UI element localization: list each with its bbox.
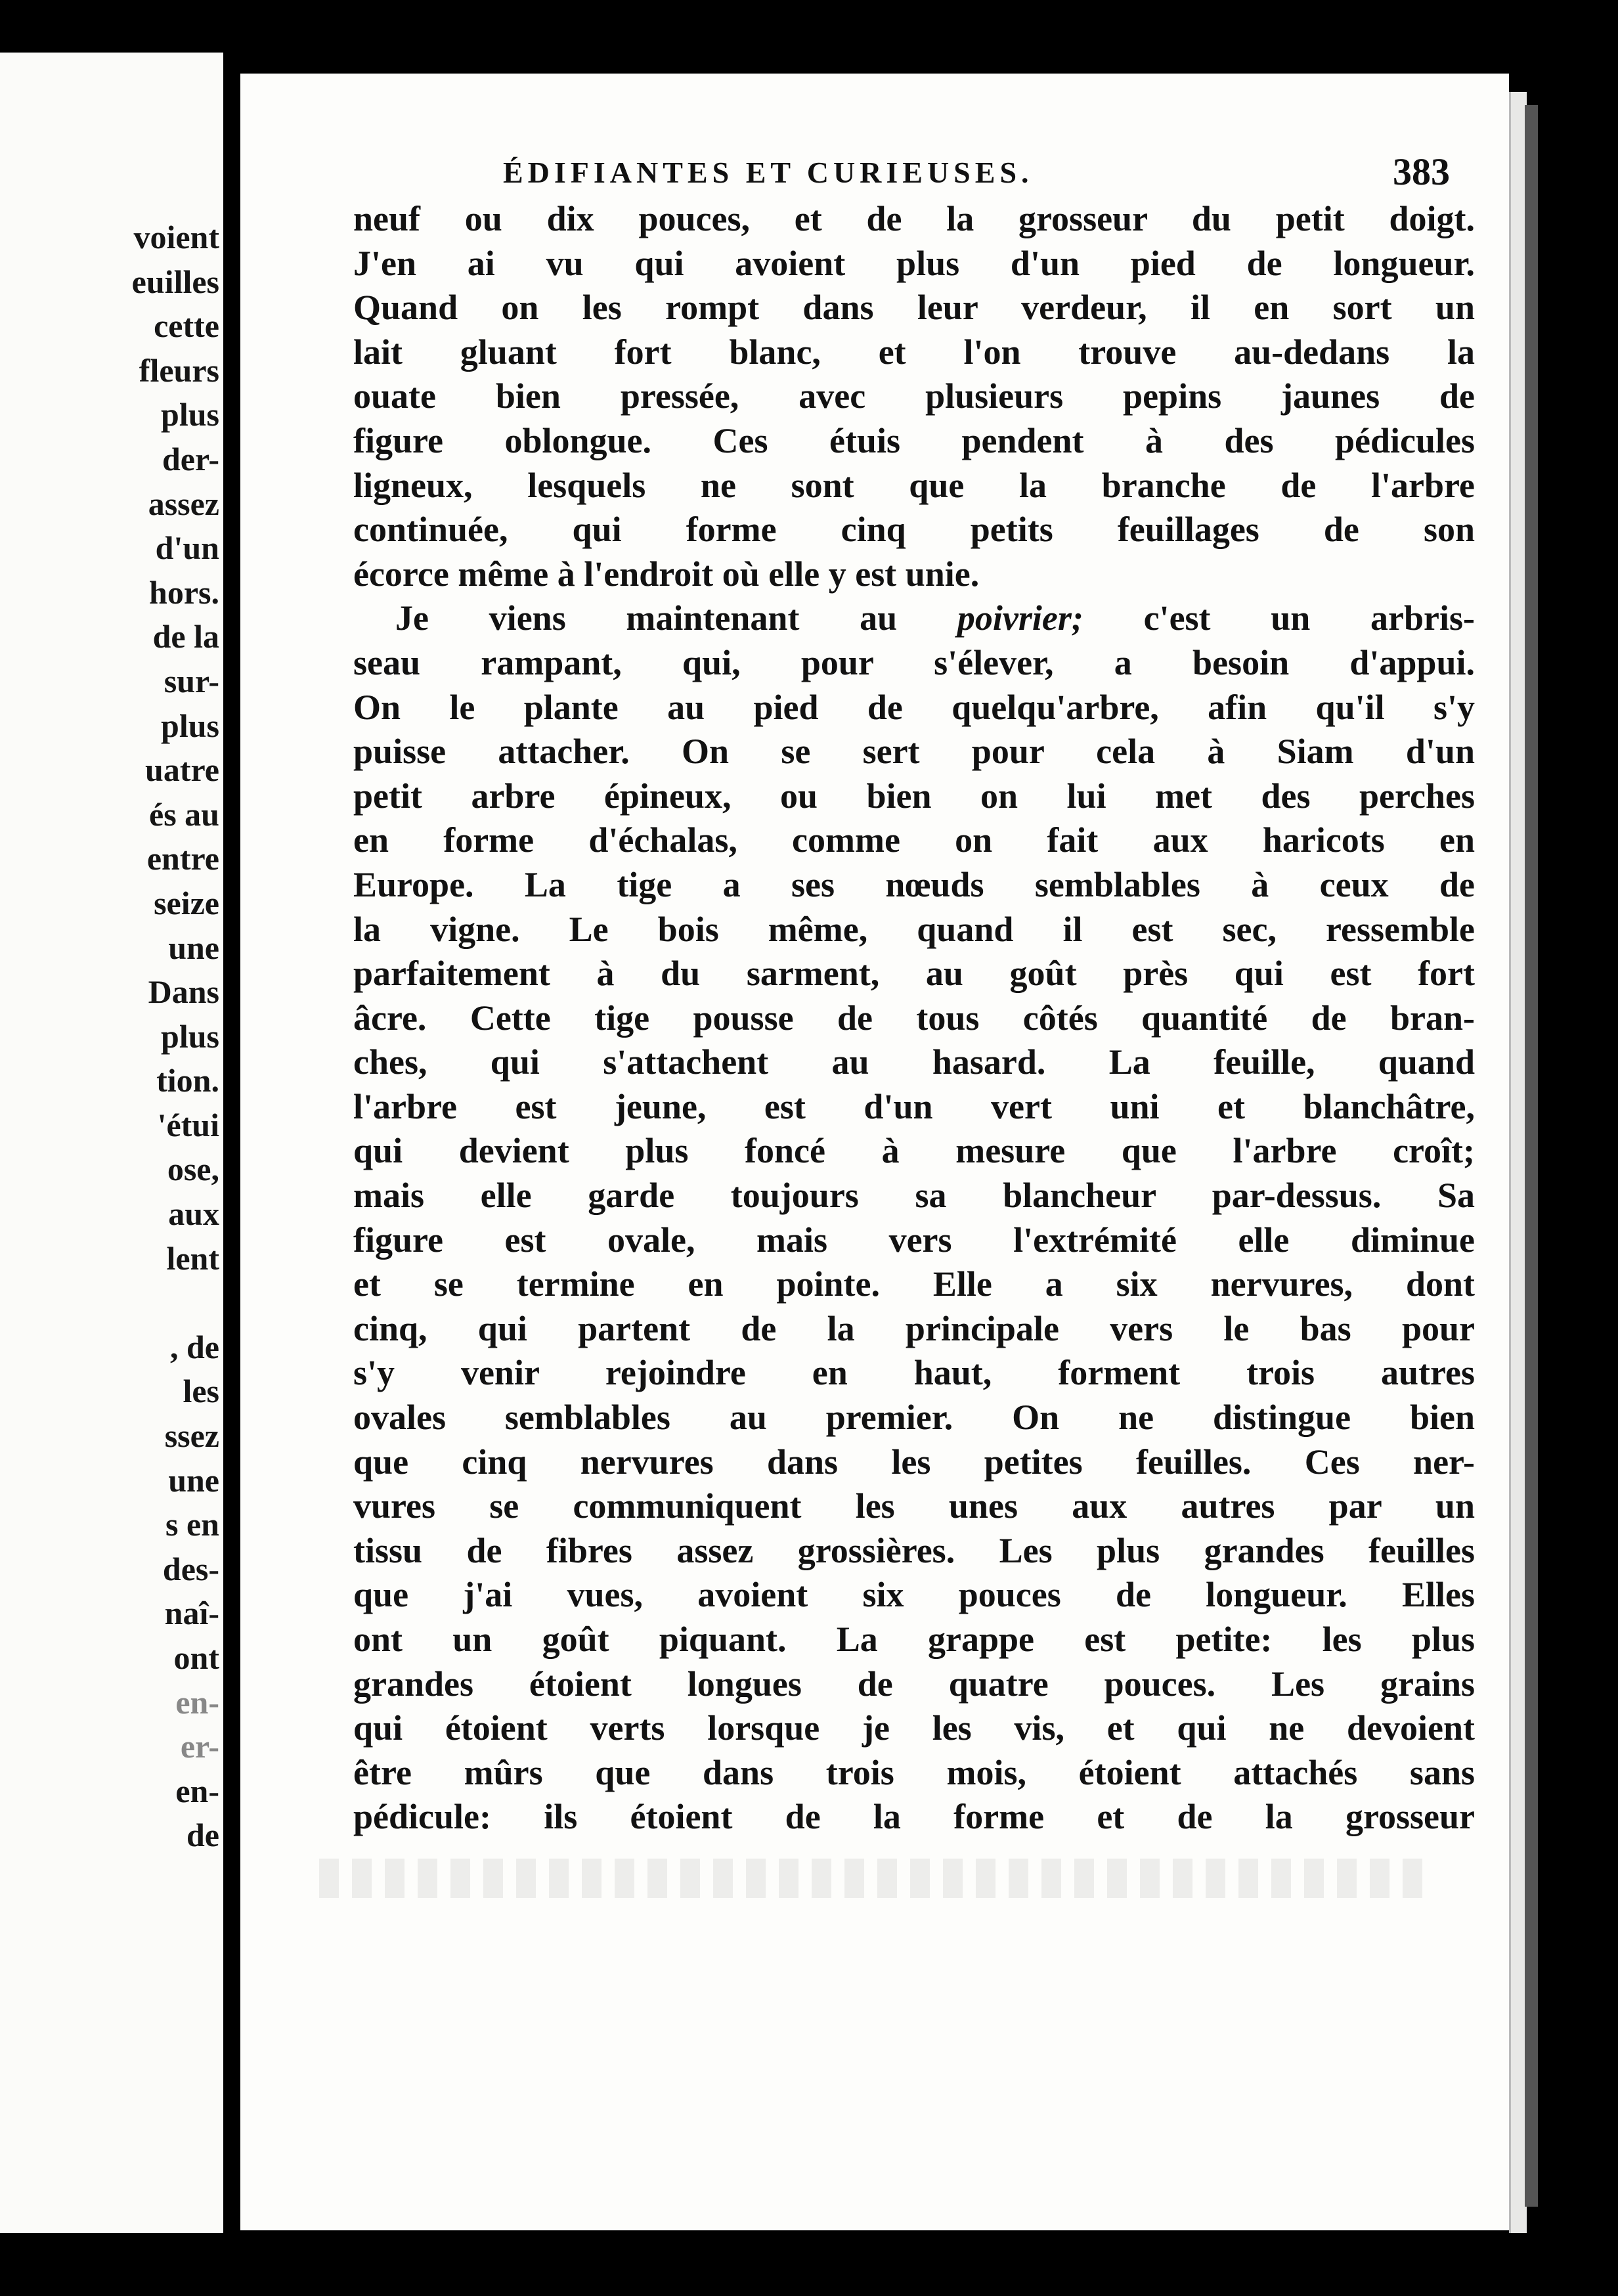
left-page-text-fragments — [9, 215, 219, 1858]
page-number: 383 — [1393, 150, 1450, 193]
text-line: être mûrs que dans trois mois, étoient attachés sans — [353, 1752, 1475, 1792]
left-fragment: uatre — [145, 751, 219, 789]
text-line: ovales semblables au premier. On ne distingue bien — [353, 1398, 1475, 1438]
left-fragment: seize — [154, 884, 219, 921]
text-line: que cinq nervures dans les petites feuilles. Ces ner- — [353, 1442, 1475, 1482]
poivrier-italic: poivrier; — [957, 598, 1083, 638]
text-line: ches, qui s'attachent au hasard. La feuille, quand — [353, 1042, 1475, 1082]
text-line-tail: c'est un arbris- — [1143, 598, 1475, 638]
text-line: Quand on les rompt dans leur verdeur, il en sort un — [353, 288, 1475, 328]
left-fragment: plus — [161, 707, 219, 744]
left-fragment: naî- — [164, 1595, 219, 1632]
page-header — [240, 150, 1509, 201]
left-fragment: de — [186, 1817, 219, 1854]
left-fragment: en- — [175, 1683, 219, 1721]
left-fragment: une — [168, 1461, 219, 1499]
text-line: âcre. Cette tige pousse de tous côtés quantité de bran- — [353, 998, 1475, 1038]
text-line: J'en ai vu qui avoient plus d'un pied de longueur. — [353, 243, 1475, 283]
left-fragment: plus — [161, 396, 219, 433]
left-fragment: entre — [146, 840, 219, 877]
text-line: vures se communiquent les unes aux autres par un — [353, 1486, 1475, 1526]
left-fragment: ssez — [164, 1417, 219, 1455]
text-line: figure oblongue. Ces étuis pendent à des pédicules — [353, 420, 1475, 460]
left-fragment: d'un — [155, 529, 219, 567]
left-fragment: hors. — [149, 573, 219, 611]
text-line: ouate bien pressée, avec plusieurs pepins jaunes de — [353, 376, 1475, 416]
left-fragment: les — [183, 1373, 219, 1410]
text-line: en forme d'échalas, comme on fait aux haricots en — [353, 820, 1475, 860]
right-page — [240, 74, 1509, 2230]
left-fragment: assez — [148, 485, 219, 522]
text-line: qui étoient verts lorsque je les vis, et qui ne devoient — [353, 1708, 1475, 1748]
left-fragment: Dans — [148, 973, 219, 1011]
text-line: neuf ou dix pouces, et de la grosseur du petit doigt. — [353, 199, 1475, 238]
left-fragment: fleurs — [139, 351, 219, 389]
text-line: figure est ovale, mais vers l'extrémité elle diminue — [353, 1220, 1475, 1260]
left-fragment: plus — [161, 1017, 219, 1055]
text-line: parfaitement à du sarment, au goût près qui est fort — [353, 954, 1475, 994]
text-line: la vigne. Le bois même, quand il est sec, ressemble — [353, 909, 1475, 949]
text-line: grandes étoient longues de quatre pouces. Les grains — [353, 1664, 1475, 1704]
left-fragment: der- — [162, 440, 219, 477]
left-fragment: er- — [180, 1728, 219, 1765]
text-line: On le plante au pied de quelqu'arbre, afin qu'il s'y — [353, 687, 1475, 727]
left-fragment: euilles — [131, 263, 219, 300]
left-fragment: tion. — [156, 1062, 219, 1099]
text-line: lait gluant fort blanc, et l'on trouve au-dedans la — [353, 332, 1475, 372]
left-fragment: une — [168, 929, 219, 966]
text-line: ligneux, lesquels ne sont que la branche de l'arbre — [353, 465, 1475, 505]
show-through-text — [319, 1859, 1435, 1898]
left-fragment: en- — [175, 1772, 219, 1809]
left-fragment: cette — [154, 307, 219, 345]
text-line: mais elle garde toujours sa blancheur par-dessus. Sa — [353, 1176, 1475, 1216]
left-fragment: ose, — [167, 1151, 219, 1188]
text-line: et se termine en pointe. Elle a six nervures, dont — [353, 1264, 1475, 1304]
text-line: ont un goût piquant. La grappe est petite: les plus — [353, 1620, 1475, 1659]
text-line: l'arbre est jeune, est d'un vert uni et blanchâtre, — [353, 1086, 1475, 1126]
body-text — [353, 197, 1475, 1840]
left-fragment: voient — [133, 219, 219, 255]
text-line: Europe. La tige a ses nœuds semblables à ceux de — [353, 864, 1475, 904]
page-edge-shadow — [1525, 105, 1538, 2207]
left-fragment: s en — [165, 1506, 219, 1543]
text-line: écorce même à l'endroit où elle y est unie. — [353, 554, 980, 594]
left-fragment: , de — [170, 1328, 219, 1365]
left-fragment: aux — [168, 1195, 219, 1233]
text-line: qui devient plus foncé à mesure que l'arbre croît; — [353, 1131, 1475, 1171]
text-line: que j'ai vues, avoient six pouces de longueur. Elles — [353, 1575, 1475, 1615]
text-line-lead: Je viens maintenant au — [395, 598, 898, 638]
left-fragment: lent — [166, 1239, 219, 1277]
left-fragment: ont — [173, 1639, 219, 1676]
text-line: cinq, qui partent de la principale vers le bas pour — [353, 1308, 1475, 1348]
left-facing-page — [0, 53, 227, 2233]
left-fragment: 'étui — [157, 1106, 219, 1143]
left-fragment: des- — [162, 1550, 219, 1587]
text-line: continuée, qui forme cinq petits feuillages de son — [353, 510, 1475, 550]
text-line: s'y venir rejoindre en haut, forment trois autres — [353, 1353, 1475, 1393]
text-line: tissu de fibres assez grossières. Les plus grandes feuilles — [353, 1530, 1475, 1570]
left-fragment: de la — [152, 618, 219, 655]
left-fragment-gap — [9, 1281, 219, 1325]
text-line: pédicule: ils étoient de la forme et de la grosseur — [353, 1797, 1475, 1837]
text-line-poivrier — [353, 596, 1475, 641]
left-fragment: és au — [149, 795, 219, 833]
text-line: seau rampant, qui, pour s'élever, a besoin d'appui. — [353, 642, 1475, 682]
text-line: puisse attacher. On se sert pour cela à Siam d'un — [353, 732, 1475, 772]
page-edge — [1509, 92, 1527, 2233]
text-line: petit arbre épineux, ou bien on lui met des perches — [353, 776, 1475, 816]
running-title: ÉDIFIANTES ET CURIEUSES. — [503, 156, 1034, 189]
left-fragment: sur- — [164, 662, 219, 699]
